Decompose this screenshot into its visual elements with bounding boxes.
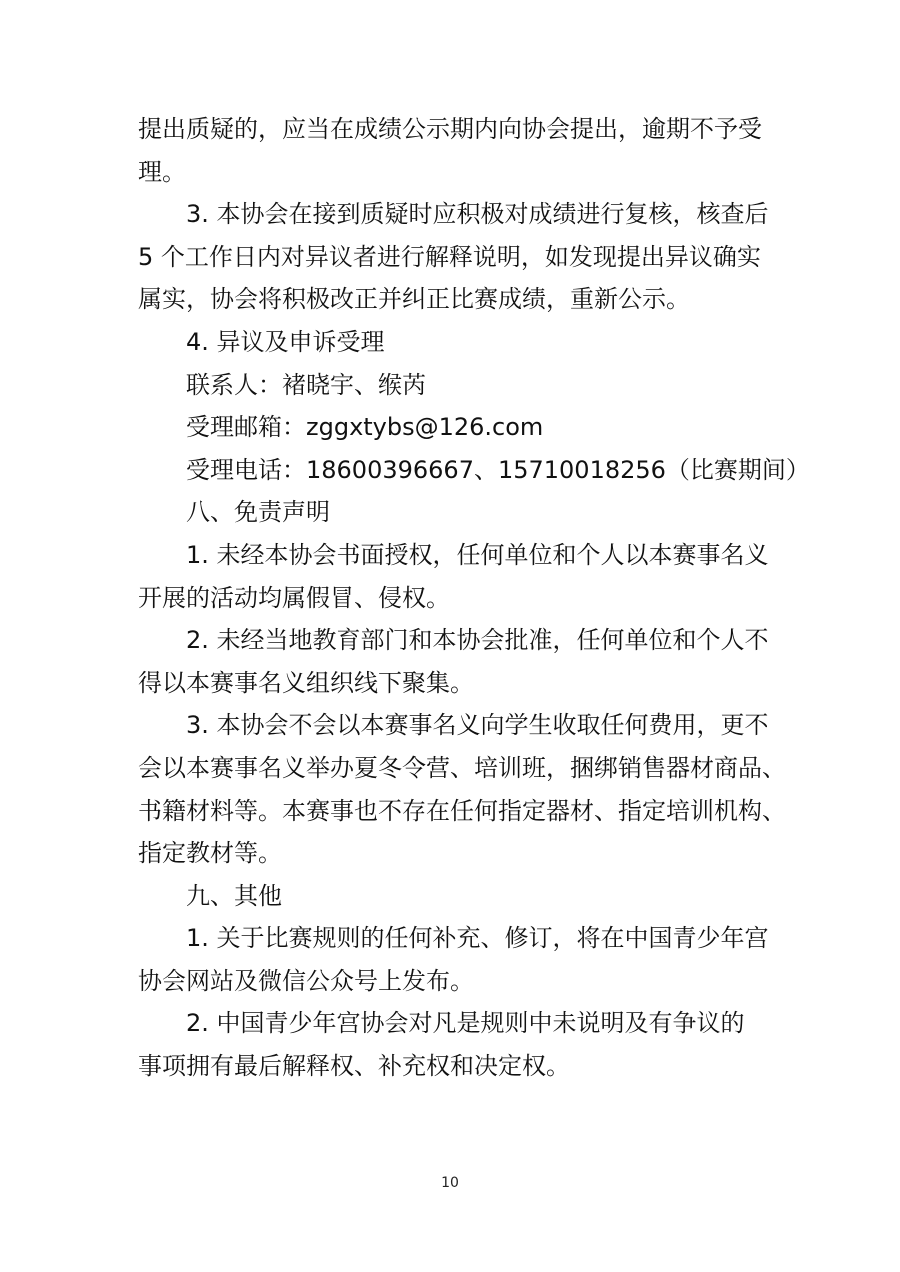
paragraph (138, 108, 766, 193)
text-line: 得以本赛事名义组织线下聚集。 (138, 668, 474, 697)
text-line: 2. 未经当地教育部门和本协会批准，任何单位和个人不 (186, 626, 769, 655)
text-line: 1. 未经本协会书面授权，任何单位和个人以本赛事名义 (186, 540, 769, 569)
text-line: 5 个工作日内对异议者进行解释说明，如发现提出异议确实 (138, 242, 761, 271)
text-line: 3. 本协会在接到质疑时应积极对成绩进行复核，核查后 (186, 200, 769, 229)
paragraph (138, 193, 769, 321)
text-line: 联系人：褚晓宇、缑芮 (186, 370, 426, 399)
text-line: 2. 中国青少年宫协会对凡是规则中未说明及有争议的 (186, 1009, 745, 1038)
text-line: 指定教材等。 (138, 839, 282, 868)
text-line: 八、免责声明 (186, 498, 330, 527)
text-line: 4. 异议及申诉受理 (186, 327, 385, 356)
text-line: 书籍材料等。本赛事也不存在任何指定器材、指定培训机构、 (138, 796, 786, 825)
text-line: 受理电话：18600396667、15710018256（比赛期间） (186, 455, 810, 484)
text-line: 1. 关于比赛规则的任何补充、修订，将在中国青少年宫 (186, 924, 769, 953)
paragraph (138, 364, 766, 407)
text-line: 受理邮箱：zggxtybs@126.com (186, 413, 544, 442)
paragraph (138, 406, 766, 449)
text-line: 3. 本协会不会以本赛事名义向学生收取任何费用，更不 (186, 711, 769, 740)
text-line: 开展的活动均属假冒、侵权。 (138, 583, 450, 612)
paragraph (138, 875, 766, 918)
text-line: 提出质疑的，应当在成绩公示期内向协会提出，逾期不予受 (138, 115, 762, 143)
text-line: 会以本赛事名义举办夏冬令营、培训班，捆绑销售器材商品、 (138, 753, 786, 782)
paragraph (138, 619, 769, 704)
paragraph (138, 491, 766, 534)
text-line: 理。 (138, 157, 186, 186)
paragraph (138, 1002, 766, 1087)
text-line: 属实，协会将积极改正并纠正比赛成绩，重新公示。 (138, 285, 690, 314)
document-body (138, 108, 810, 1088)
text-line: 协会网站及微信公众号上发布。 (138, 966, 474, 995)
text-line: 九、其他 (186, 881, 282, 910)
page-number: 10 (441, 1175, 459, 1191)
text-line: 事项拥有最后解释权、补充权和决定权。 (138, 1052, 570, 1081)
paragraph (138, 917, 769, 1002)
paragraph (138, 704, 786, 874)
paragraph (138, 534, 769, 619)
paragraph (138, 321, 766, 364)
paragraph (138, 449, 810, 492)
